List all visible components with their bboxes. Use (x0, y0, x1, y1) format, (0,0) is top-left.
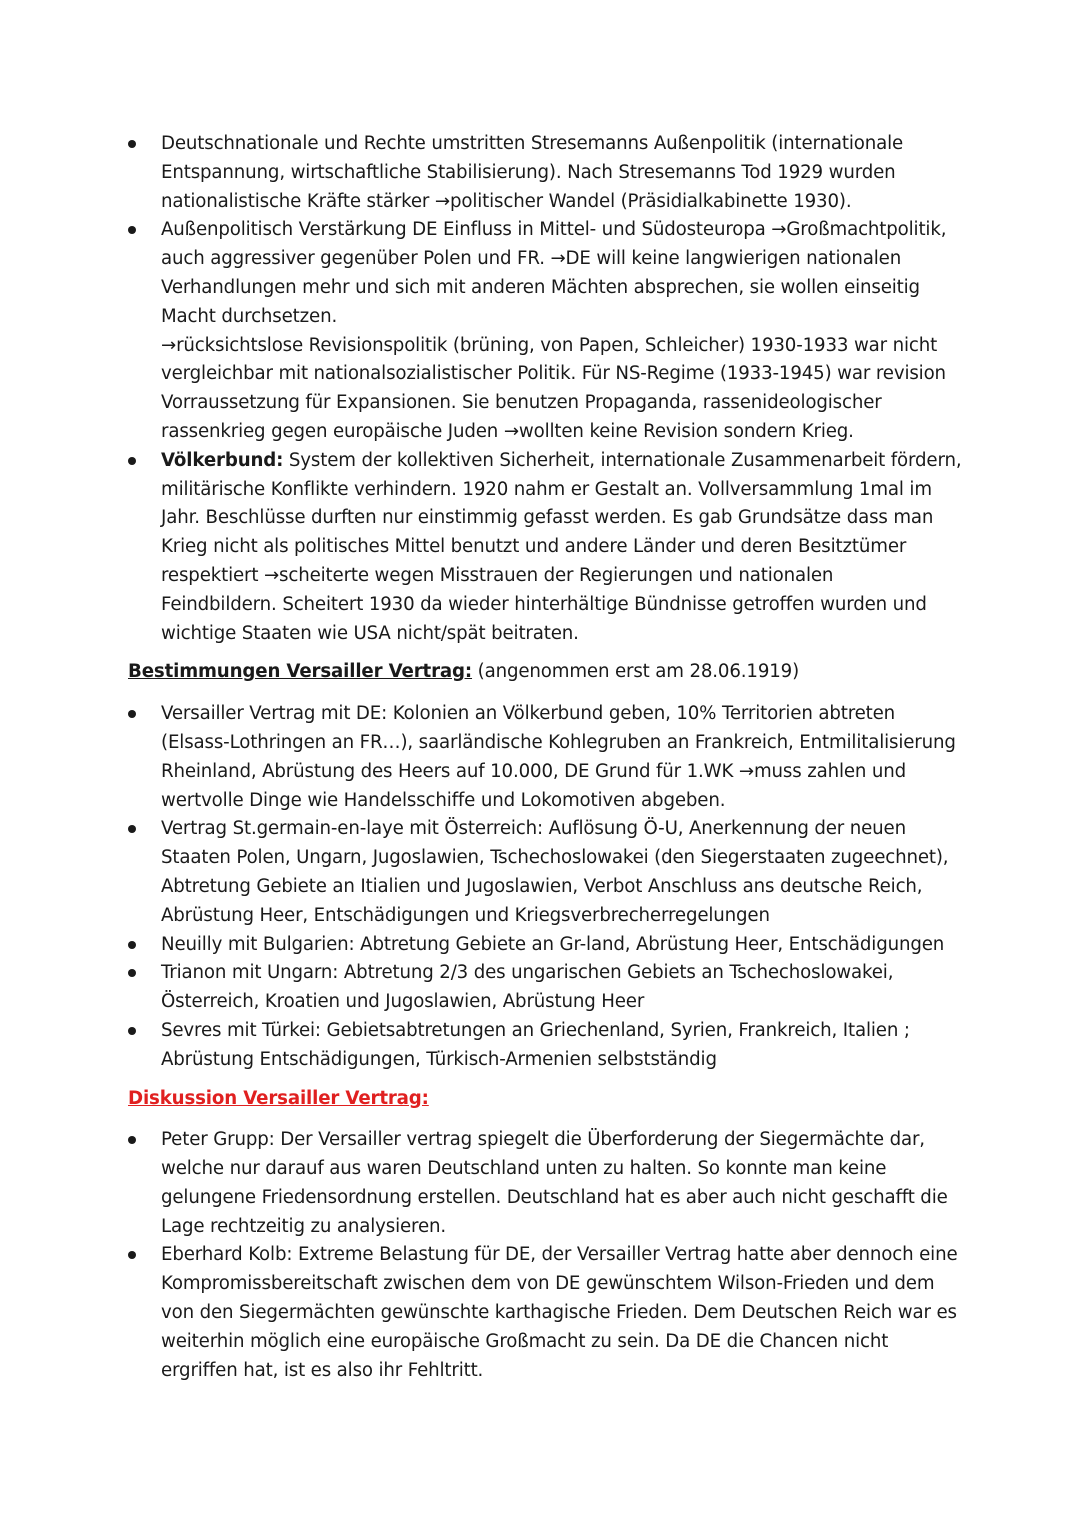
bullet-icon (128, 969, 136, 977)
list-item (128, 1126, 958, 1241)
text-line: von den Siegermächten gewünschte karthagische Frieden. Dem Deutschen Reich war es (161, 1302, 957, 1324)
text-line: Sevres mit Türkei: Gebietsabtretungen an Griechenland, Syrien, Frankreich, Italien ; (161, 1019, 910, 1041)
text-line: Staaten Polen, Ungarn, Jugoslawien, Tschechoslowakei (den Siegerstaaten zugeechnet), (161, 847, 949, 869)
text-line: Versailler Vertrag mit DE: Kolonien an Völkerbund geben, 10% Territorien abtreten (161, 703, 896, 725)
text-line: Jahr. Beschlüsse durften nur einstimmig gefasst werden. Es gab Grundsätze dass man (161, 507, 934, 529)
list-item (128, 931, 958, 960)
list-item (128, 815, 958, 930)
bullet-list-discussion (128, 1126, 958, 1385)
text-line (161, 447, 962, 476)
text-line: Verhandlungen mehr und sich mit anderen Mächten absprechen, sie wollen einseitig (161, 276, 920, 298)
text-line: Macht durchsetzen. (161, 305, 338, 327)
text-line: Rheinland, Abrüstung des Heers auf 10.000, DE Grund für 1.WK →muss zahlen und (161, 760, 907, 782)
bullet-list-politics (128, 130, 962, 648)
heading-note: (angenommen erst am 28.06.1919) (472, 661, 800, 683)
bullet-list-treaties (128, 700, 958, 1074)
text-line: Lage rechtzeitig zu analysieren. (161, 1215, 447, 1237)
text-line: Trianon mit Ungarn: Abtretung 2/3 des ungarischen Gebiets an Tschechoslowakei, (161, 962, 894, 984)
list-item (128, 130, 958, 216)
text-line: Vertrag St.germain-en-laye mit Österreich: Auflösung Ö-U, Anerkennung der neuen (161, 818, 906, 840)
text-line: Entspannung, wirtschaftliche Stabilisierung). Nach Stresemanns Tod 1929 wurden (161, 161, 896, 183)
text-line: Abrüstung Entschädigungen, Türkisch-Armenien selbstständig (161, 1048, 717, 1070)
text-segment: System der kollektiven Sicherheit, internationale Zusammenarbeit fördern, (283, 449, 962, 471)
text-line: nationalistische Kräfte stärker →politischer Wandel (Präsidialkabinette 1930). (161, 190, 852, 212)
list-item (128, 1241, 958, 1385)
text-line: Österreich, Kroatien und Jugoslawien, Abrüstung Heer (161, 991, 645, 1013)
bullet-icon (128, 1027, 136, 1035)
text-line: Krieg nicht als politisches Mittel benutzt und andere Länder und deren Besitztümer (161, 536, 907, 558)
text-line: ergriffen hat, ist es also ihr Fehltritt. (161, 1359, 484, 1381)
list-item (128, 700, 958, 815)
text-line: Vorraussetzung für Expansionen. Sie benutzen Propaganda, rassenideologischer (161, 392, 882, 414)
text-line: Außenpolitisch Verstärkung DE Einfluss in Mittel- und Südosteuropa →Großmachtpolitik, (161, 219, 947, 241)
bullet-icon (128, 457, 136, 465)
list-item (128, 959, 958, 1017)
text-line: Kompromissbereitschaft zwischen dem von DE gewünschtem Wilson-Frieden und dem (161, 1273, 935, 1295)
text-line: gelungene Friedensordnung erstellen. Deutschland hat es aber auch nicht geschafft die (161, 1186, 948, 1208)
text-line: rassenkrieg gegen europäische Juden →wollten keine Revision sondern Krieg. (161, 420, 854, 442)
heading-title: Bestimmungen Versailler Vertrag: (128, 661, 473, 683)
text-line: Neuilly mit Bulgarien: Abtretung Gebiete an Gr-land, Abrüstung Heer, Entschädigungen (161, 933, 945, 955)
bullet-icon (128, 140, 136, 148)
heading-title: Diskussion Versailler Vertrag: (128, 1087, 429, 1109)
list-item (128, 1017, 958, 1075)
bullet-icon (128, 941, 136, 949)
bullet-icon (128, 1136, 136, 1144)
list-item (128, 216, 958, 446)
text-line: wertvolle Dinge wie Handelsschiffe und Lokomotiven abgeben. (161, 789, 726, 811)
text-line: Peter Grupp: Der Versailler vertrag spiegelt die Überforderung der Siegermächte dar, (161, 1129, 925, 1151)
term-voelkerbund: Völkerbund: (161, 449, 284, 471)
list-item (128, 447, 962, 649)
text-line: militärische Konflikte verhindern. 1920 nahm er Gestalt an. Vollversammlung 1mal im (161, 478, 932, 500)
bullet-icon (128, 226, 136, 234)
bullet-icon (128, 710, 136, 718)
text-line: auch aggressiver gegenüber Polen und FR. →DE will keine langwierigen nationalen (161, 248, 902, 270)
text-line: Eberhard Kolb: Extreme Belastung für DE, der Versailler Vertrag hatte aber dennoch eine (161, 1244, 958, 1266)
text-line: Abrüstung Heer, Entschädigungen und Kriegsverbrecherregelungen (161, 904, 770, 926)
text-line: vergleichbar mit nationalsozialistischer Politik. Für NS-Regime (1933-1945) war revision (161, 363, 946, 385)
text-line: Deutschnationale und Rechte umstritten Stresemanns Außenpolitik (internationale (161, 133, 904, 154)
section-heading-bestimmungen (128, 658, 958, 687)
text-line: respektiert →scheiterte wegen Misstrauen der Regierungen und nationalen (161, 564, 834, 586)
text-line: wichtige Staaten wie USA nicht/spät beitraten. (161, 622, 579, 644)
text-line: welche nur darauf aus waren Deutschland unten zu halten. So konnte man keine (161, 1158, 887, 1180)
section-heading-diskussion (128, 1085, 958, 1114)
text-line: Abtretung Gebiete an Itialien und Jugoslawien, Verbot Anschluss ans deutsche Reich, (161, 875, 923, 897)
text-line: Feindbildern. Scheitert 1930 da wieder hinterhältige Bündnisse getroffen wurden und (161, 593, 927, 615)
text-line: (Elsass-Lothringen an FR…), saarländische Kohlegruben an Frankreich, Entmilitalisierung (161, 731, 956, 753)
bullet-icon (128, 825, 136, 833)
bullet-icon (128, 1251, 136, 1259)
document-page (128, 130, 962, 1385)
text-line: weiterhin möglich eine europäische Großmacht zu sein. Da DE die Chancen nicht (161, 1330, 889, 1352)
text-line: →rücksichtslose Revisionspolitik (brüning, von Papen, Schleicher) 1930-1933 war nicht (161, 334, 938, 356)
